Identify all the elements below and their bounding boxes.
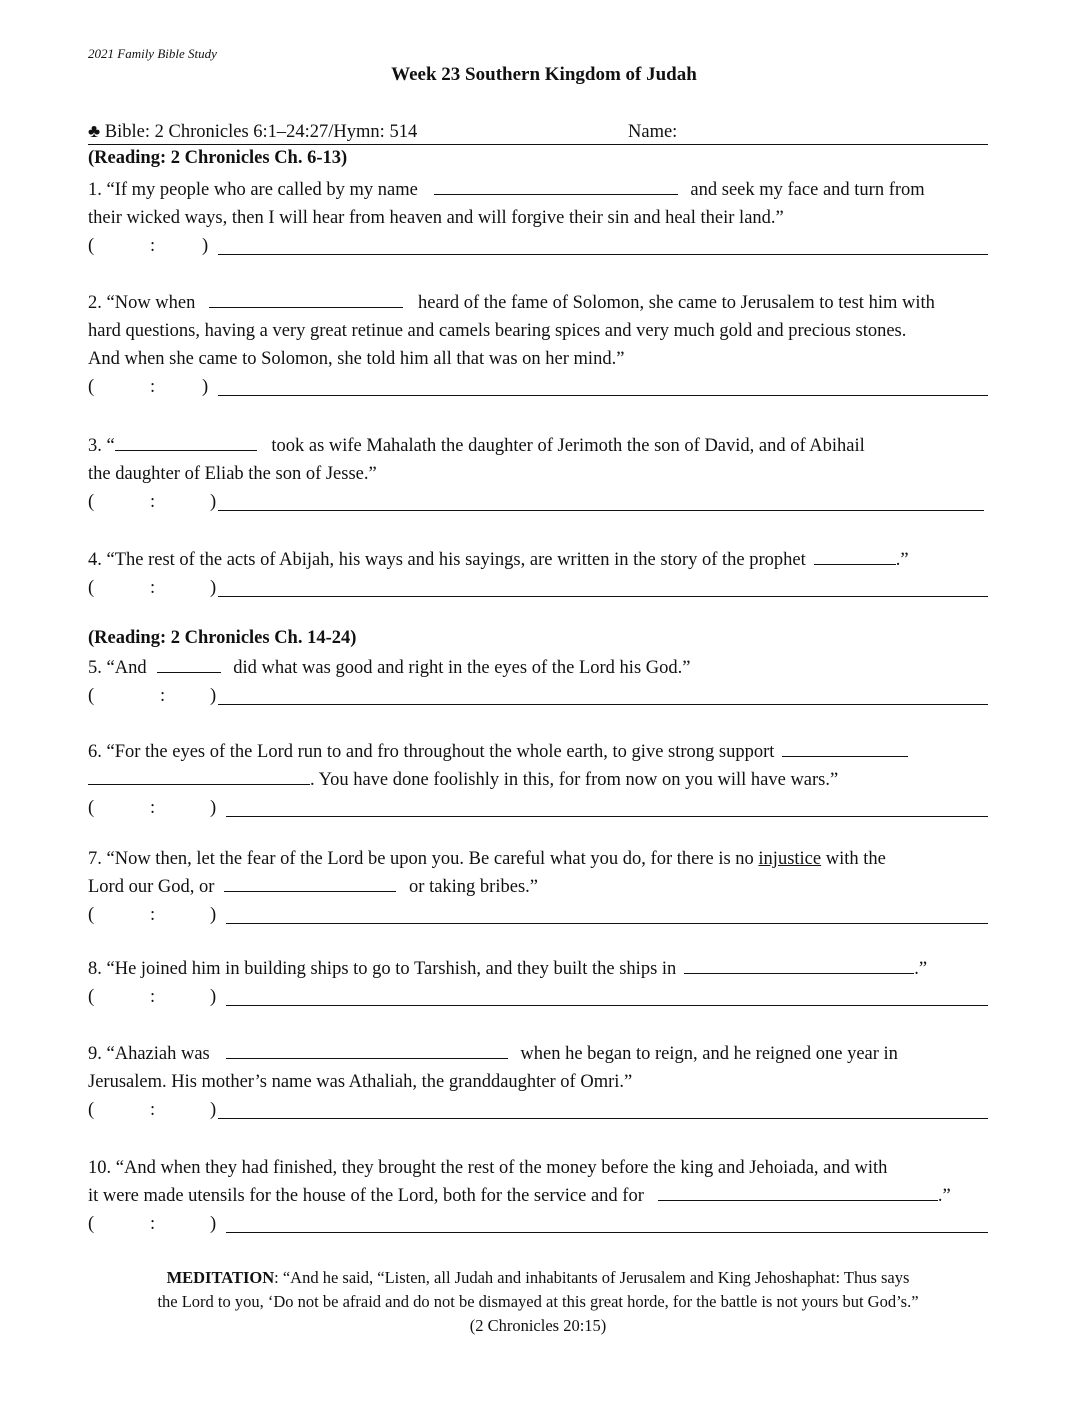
ref-colon: :	[150, 236, 156, 256]
q7-answer-blank[interactable]	[224, 873, 396, 892]
ref-colon: :	[150, 1100, 156, 1120]
question-10	[88, 1154, 988, 1238]
question-8	[88, 955, 988, 1011]
ref-close: )	[210, 686, 217, 706]
q5-answer-blank[interactable]	[157, 654, 221, 673]
ref-open: (	[88, 798, 95, 818]
ref-colon: :	[160, 686, 166, 706]
ref-close: )	[202, 236, 209, 256]
verse-blank[interactable]	[226, 1005, 988, 1006]
q4-reference-line[interactable]	[88, 574, 988, 602]
section-heading-2: (Reading: 2 Chronicles Ch. 14-24)	[88, 628, 357, 648]
meditation-line-2: the Lord to you, ‘Do not be afraid and do not be dismayed at this great horde, for the battle is not yours but God’s.”	[157, 1292, 919, 1311]
q9-text-a: 9. “Ahaziah was	[88, 1044, 210, 1064]
q9-text-b: when he began to reign, and he reigned one year in	[520, 1044, 898, 1064]
meditation-reference: (2 Chronicles 20:15)	[469, 1316, 607, 1335]
q9-reference-line[interactable]	[88, 1096, 988, 1124]
ref-colon: :	[150, 377, 156, 397]
q6-answer-blank-1[interactable]	[782, 738, 908, 757]
question-6	[88, 738, 988, 822]
meditation-block	[88, 1266, 988, 1338]
q1-text-c: their wicked ways, then I will hear from heaven and will forgive their sin and heal their land.”	[88, 208, 784, 228]
q8-answer-blank[interactable]	[684, 955, 914, 974]
ref-open: (	[88, 686, 95, 706]
q3-text-a: 3. “	[88, 436, 115, 456]
q5-text-b: did what was good and right in the eyes of the Lord his God.”	[233, 658, 691, 678]
ref-colon: :	[150, 798, 156, 818]
verse-blank[interactable]	[218, 395, 988, 396]
q2-text-d: And when she came to Solomon, she told him all that was on her mind.”	[88, 349, 625, 369]
verse-blank[interactable]	[218, 1118, 988, 1119]
ref-open: (	[88, 578, 95, 598]
q6-reference-line[interactable]	[88, 794, 988, 822]
verse-blank[interactable]	[218, 510, 984, 511]
q4-text-a: 4. “The rest of the acts of Abijah, his ways and his sayings, are written in the story of the prophet	[88, 550, 806, 570]
q8-text-a: 8. “He joined him in building ships to go to Tarshish, and they built the ships in	[88, 959, 677, 979]
q8-reference-line[interactable]	[88, 983, 988, 1011]
section-heading-1: (Reading: 2 Chronicles Ch. 6-13)	[88, 148, 348, 168]
q9-text-c: Jerusalem. His mother’s name was Athaliah, the granddaughter of Omri.”	[88, 1072, 633, 1092]
q7-text-b: with the	[825, 849, 886, 869]
q4-text-b: .”	[895, 550, 909, 570]
ref-close: )	[210, 1100, 217, 1120]
q10-text-c: .”	[937, 1186, 951, 1206]
ref-open: (	[88, 377, 95, 397]
ref-colon: :	[150, 578, 156, 598]
question-7	[88, 845, 988, 929]
verse-blank[interactable]	[218, 704, 988, 705]
q5-text-a: 5. “And	[88, 658, 147, 678]
q7-text-d: or taking bribes.”	[409, 877, 538, 897]
q8-text-b: .”	[914, 959, 928, 979]
ref-open: (	[88, 1100, 95, 1120]
q2-text-b: heard of the fame of Solomon, she came to Jerusalem to test him with	[418, 293, 935, 313]
verse-blank[interactable]	[226, 816, 988, 817]
ref-close: )	[210, 798, 217, 818]
q10-answer-blank[interactable]	[658, 1182, 938, 1201]
info-line	[88, 118, 988, 145]
verse-blank[interactable]	[226, 923, 988, 924]
verse-blank[interactable]	[218, 596, 988, 597]
ref-colon: :	[150, 492, 156, 512]
q3-reference-line[interactable]	[88, 488, 988, 516]
q1-text-a: 1. “If my people who are called by my name	[88, 180, 418, 200]
ref-close: )	[210, 492, 217, 512]
ref-close: )	[202, 377, 209, 397]
ref-colon: :	[150, 987, 156, 1007]
question-9	[88, 1040, 988, 1124]
verse-blank[interactable]	[226, 1232, 988, 1233]
ref-open: (	[88, 987, 95, 1007]
meditation-line-1: : “And he said, “Listen, all Judah and inhabitants of Jerusalem and King Jehoshaphat: Thus says	[274, 1268, 910, 1287]
q7-underlined-word: injustice	[758, 849, 822, 869]
ref-open: (	[88, 905, 95, 925]
q2-text-c: hard questions, having a very great retinue and camels bearing spices and very much gold and precious stones.	[88, 321, 907, 341]
question-3	[88, 432, 988, 516]
q4-answer-blank[interactable]	[814, 546, 896, 565]
ref-close: )	[210, 905, 217, 925]
q1-text-b: and seek my face and turn from	[690, 180, 925, 200]
ref-close: )	[210, 578, 217, 598]
bible-reference: ♣ Bible: 2 Chronicles 6:1–24:27/Hymn: 514	[88, 122, 418, 142]
question-5	[88, 654, 988, 710]
q10-text-b: it were made utensils for the house of the Lord, both for the service and for	[88, 1186, 644, 1206]
q2-reference-line[interactable]	[88, 373, 988, 401]
q6-text-a: 6. “For the eyes of the Lord run to and fro throughout the whole earth, to give strong support	[88, 742, 775, 762]
q7-text-c: Lord our God, or	[88, 877, 215, 897]
verse-blank[interactable]	[218, 254, 988, 255]
q10-text-a: 10. “And when they had finished, they brought the rest of the money before the king and Jehoiada, and with	[88, 1158, 888, 1178]
q10-reference-line[interactable]	[88, 1210, 988, 1238]
q3-answer-blank[interactable]	[115, 432, 257, 451]
page-title: Week 23 Southern Kingdom of Judah	[391, 64, 697, 85]
ref-colon: :	[150, 905, 156, 925]
q1-reference-line[interactable]	[88, 232, 988, 260]
meditation-label: MEDITATION	[166, 1268, 275, 1287]
q5-reference-line[interactable]	[88, 682, 988, 710]
name-label: Name:	[628, 122, 678, 142]
q9-answer-blank[interactable]	[226, 1040, 508, 1059]
q7-text-a: 7. “Now then, let the fear of the Lord be upon you. Be careful what you do, for there is no	[88, 849, 754, 869]
q7-reference-line[interactable]	[88, 901, 988, 929]
question-4	[88, 546, 988, 602]
ref-open: (	[88, 236, 95, 256]
ref-colon: :	[150, 1214, 156, 1234]
q2-text-a: 2. “Now when	[88, 293, 196, 313]
ref-close: )	[210, 1214, 217, 1234]
question-2	[88, 289, 988, 401]
q3-text-c: the daughter of Eliab the son of Jesse.”	[88, 464, 377, 484]
series-label: 2021 Family Bible Study	[88, 46, 217, 61]
q6-text-b: . You have done foolishly in this, for from now on you will have wars.”	[310, 770, 839, 790]
ref-close: )	[210, 987, 217, 1007]
ref-open: (	[88, 1214, 95, 1234]
q1-answer-blank[interactable]	[434, 176, 678, 195]
q3-text-b: took as wife Mahalath the daughter of Jerimoth the son of David, and of Abihail	[271, 436, 865, 456]
q6-answer-blank-2[interactable]	[88, 766, 310, 785]
q2-answer-blank[interactable]	[209, 289, 403, 308]
question-1	[88, 176, 988, 260]
ref-open: (	[88, 492, 95, 512]
